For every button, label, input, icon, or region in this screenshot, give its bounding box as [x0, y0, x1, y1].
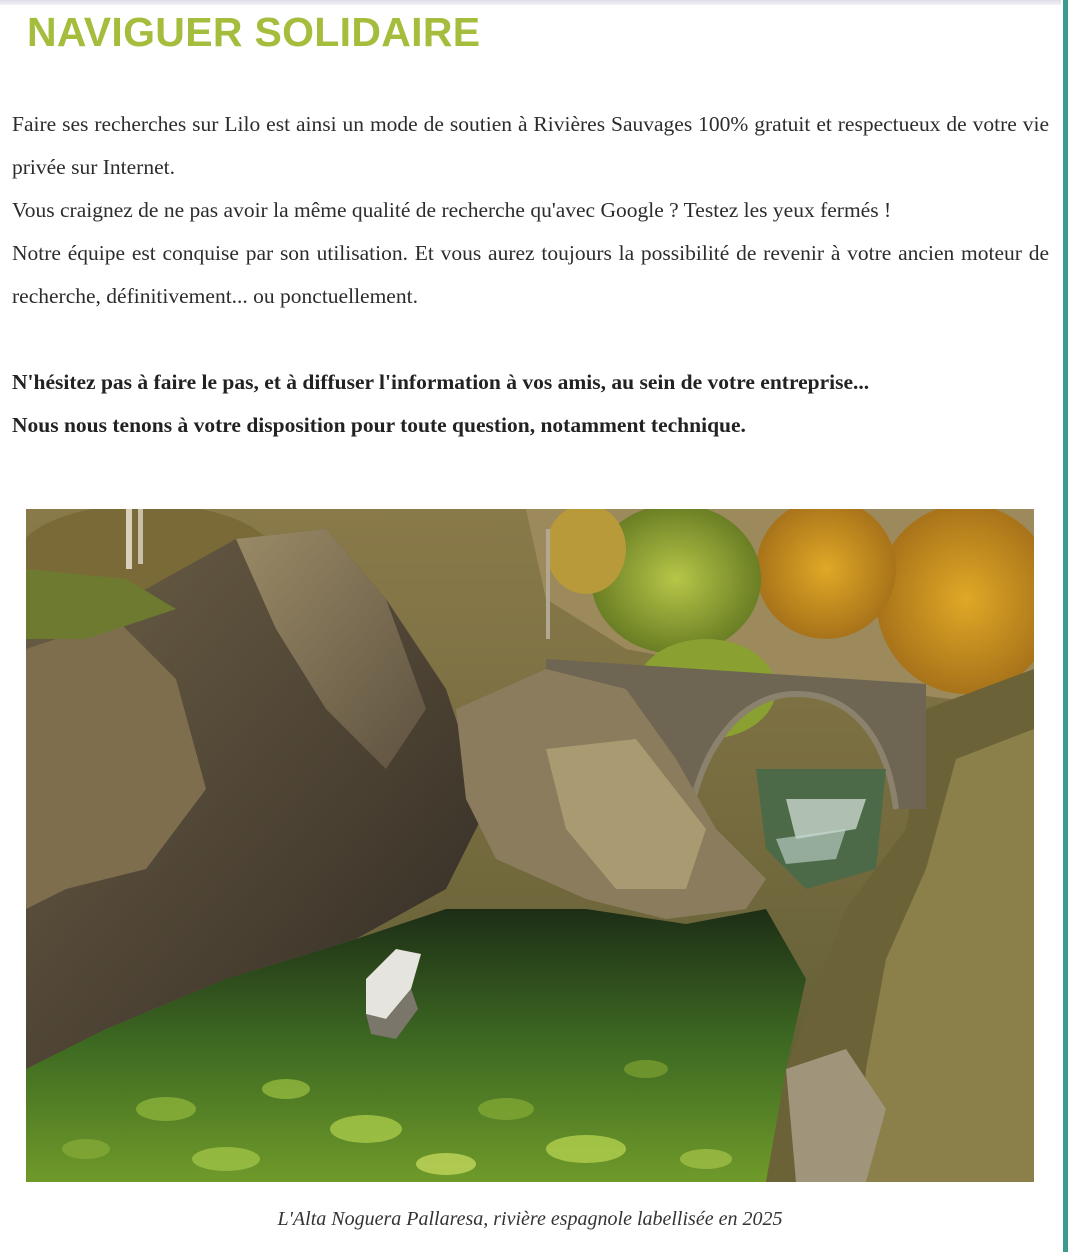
cta-line-contact: Nous nous tenons à votre disposition pour toute question, notamment technique.	[12, 413, 746, 437]
paragraph-support: Faire ses recherches sur Lilo est ainsi un mode de soutien à Rivières Sauvages 100% gratuit et respectueux de votre vie privée sur Internet.	[12, 112, 1049, 179]
photo-caption: L'Alta Noguera Pallaresa, rivière espagnole labellisée en 2025	[277, 1208, 783, 1230]
page-right-border	[1061, 0, 1070, 1252]
river-photo	[26, 509, 1034, 1182]
page-title: NAVIGUER SOLIDAIRE	[27, 9, 481, 55]
paragraph-google: Vous craignez de ne pas avoir la même qualité de recherche qu'avec Google ? Testez les yeux fermés !	[12, 198, 892, 222]
browser-top-strip	[0, 0, 1070, 5]
article-body	[12, 103, 1049, 447]
paragraph-team: Notre équipe est conquise par son utilisation. Et vous aurez toujours la possibilité de revenir à votre ancien moteur de recherche, définitivement... ou ponctuellement.	[12, 241, 1049, 308]
call-to-action	[12, 361, 1049, 447]
cta-line-share: N'hésitez pas à faire le pas, et à diffuser l'information à vos amis, au sein de votre entreprise...	[12, 370, 870, 394]
